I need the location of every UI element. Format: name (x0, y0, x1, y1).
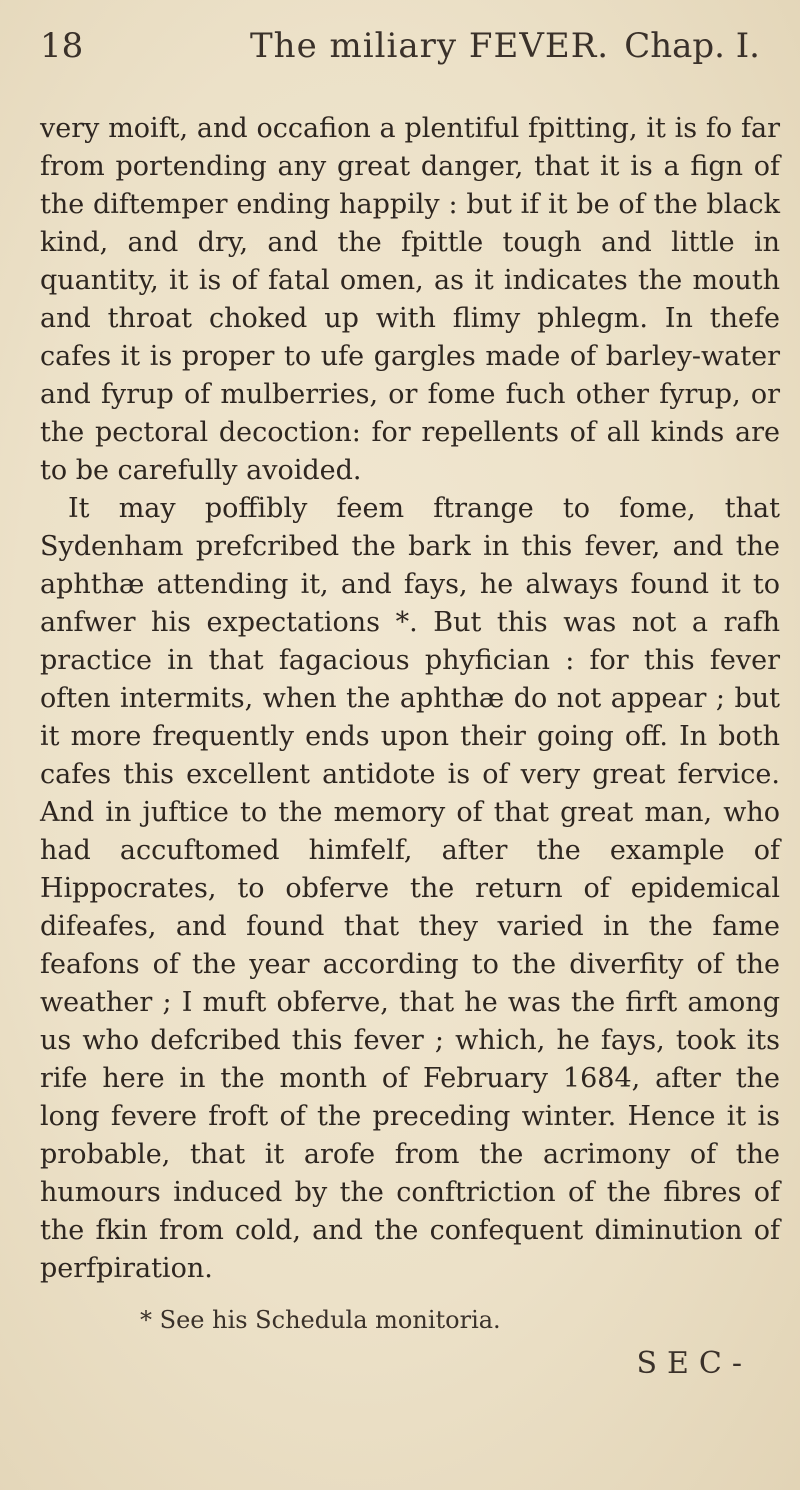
page-header (0, 20, 800, 80)
running-head: The miliary FEVER. (250, 26, 610, 66)
paragraph: very moift, and occafion a plentiful fpitting, it is fo far from portending any great danger, that it is a fign of the diftemper ending happily : but if it be of the black kind, and dry, and the fpittle tough and little in quantity, it is of fatal omen, as it indicates the mouth and throat choked up with flimy phlegm. In thefe cafes it is proper to ufe gargles made of barley-water and fyrup of mulberries, or fome fuch other fyrup, or the pectoral decoction: for repellents of all kinds are to be carefully avoided. (40, 113, 780, 486)
paragraph: It may poffibly feem ftrange to fome, that Sydenham prefcribed the bark in this fever, and the aphthæ attending it, and fays, he always found it to anfwer his expectations *. But this was not a rafh practice in that fagacious phyfician : for this fever often intermits, when the aphthæ do not appear ; but it more frequently ends upon their going off. In both cafes this excellent antidote is of very great fervice. And in juftice to the memory of that great man, who had accuftomed himfelf, after the example of Hippocrates, to obferve the return of epidemical difeafes, and found that they varied in the fame feafons of the year according to the diverfity of the weather ; I muft obferve, that he was the firft among us who defcribed this fever ; which, he fays, took its rife here in the month of February 1684, after the long fevere froft of the preceding winter. Hence it is probable, that it arofe from the acrimony of the humours induced by the conftriction of the fibres of the fkin from cold, and the confequent diminution of perfpiration. (40, 493, 780, 1284)
footnote: * See his Schedula monitoria. (140, 1306, 501, 1334)
catchword: SEC- (636, 1346, 752, 1381)
body-text (40, 110, 780, 1288)
chapter-label: Chap. I. (624, 26, 760, 66)
page-number: 18 (40, 26, 84, 66)
